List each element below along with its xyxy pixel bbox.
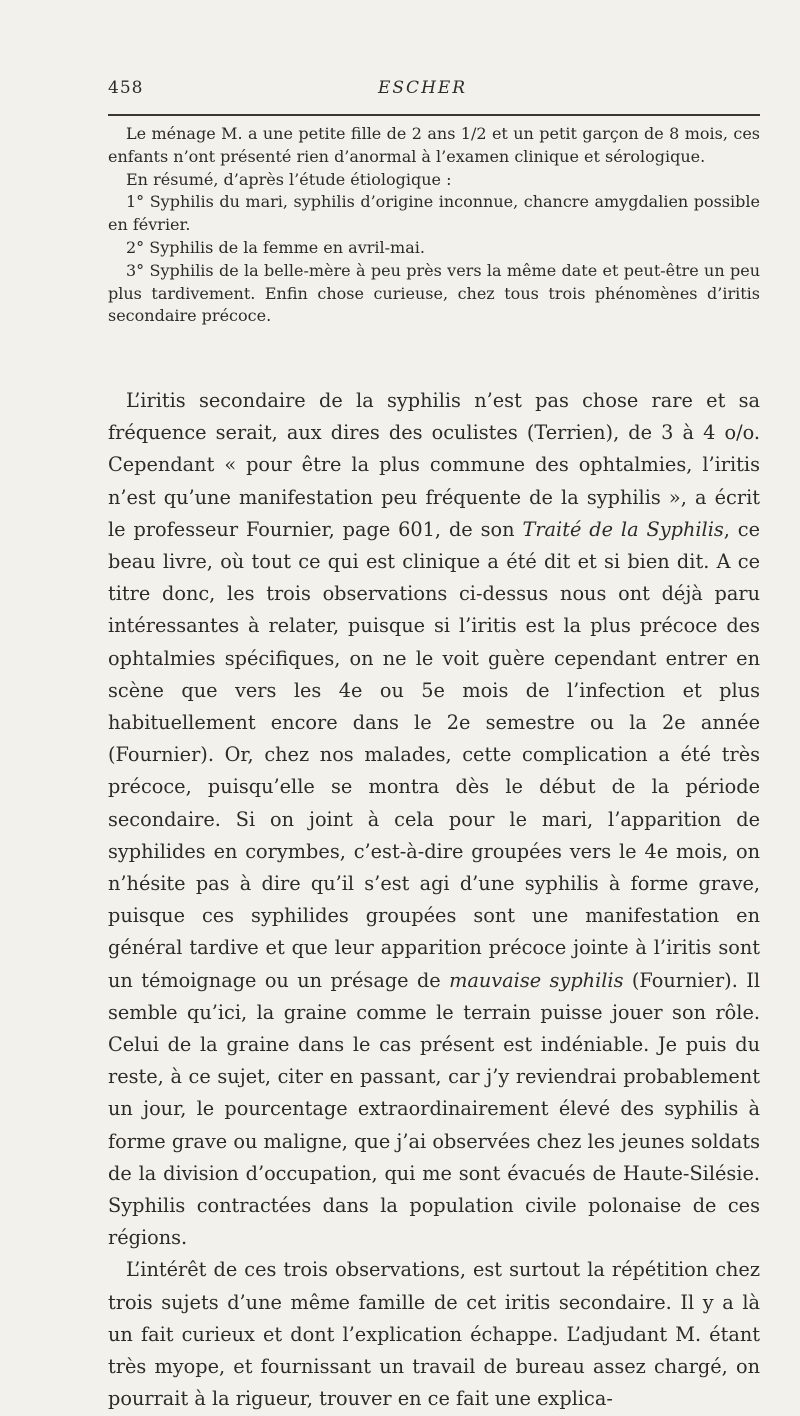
paragraph-1-text-part-3: (Fournier). Il semble qu’ici, la graine comme le terrain puisse jouer son rôle. Celui de la graine dans le cas présent est indéniable. Je puis du reste, à ce sujet, citer en passant, car j’y reviendrai probablement un jour, le pourcentage extraordinairement élevé des syphilis à forme grave ou maligne, que j’ai observées chez les jeunes soldats de la division d’occupation, qui me sont évacués de Haute-Silésie. Syphilis contractées dans la population civile polonaise de ces régions. xyxy=(108,968,760,1250)
summary-item-1: 1° Syphilis du mari, syphilis d’origine inconnue, chancre amygdalien possible en février. xyxy=(108,192,760,235)
main-paragraph-2: L’intérêt de ces trois observations, est surtout la répétition chez trois sujets d’une même famille de cet iritis secondaire. Il y a là un fait curieux et dont l’explication échappe. L’adjudant M. étant très myope, et fournissant un travail de bureau assez chargé, on pourrait à la rigueur, trouver en ce fait une explica- xyxy=(108,1258,760,1411)
summary-paragraph-resume: En résumé, d’après l’étude étiologique : xyxy=(126,169,452,189)
header-rule xyxy=(108,114,760,116)
summary-paragraph-family: Le ménage M. a une petite fille de 2 ans 1/2 et un petit garçon de 8 mois, ces enfants n’ont présenté rien d’anormal à l’examen clinique et sérologique. xyxy=(108,124,760,166)
summary-item-2: 2° Syphilis de la femme en avril-mai. xyxy=(126,237,425,257)
page-number: 458 xyxy=(108,78,144,98)
page-header xyxy=(108,72,760,104)
main-text-block xyxy=(108,385,760,1416)
summary-text-block xyxy=(108,123,760,328)
book-title-italic: Traité de la Syphilis xyxy=(522,517,724,541)
summary-item-3: 3° Syphilis de la belle-mère à peu près vers la même date et peut-être un peu plus tardivement. Enfin chose curieuse, chez tous trois phénomènes d’iritis secondaire précoce. xyxy=(108,260,760,326)
paragraph-1-text-part-1: L’iritis secondaire de la syphilis n’est pas chose rare et sa fréquence serait, aux dires des oculistes (Terrien), de 3 à 4 o/o. Cependant « pour être la plus commune des ophtalmies, l’iritis n’est qu’une manifestation peu fréquente de la syphilis », a écrit le professeur Fournier, page 601, de son xyxy=(108,389,760,541)
running-head: ESCHER xyxy=(378,78,468,98)
main-paragraph-1 xyxy=(108,385,760,1254)
mauvaise-syphilis-italic: mauvaise syphilis xyxy=(449,968,624,992)
paragraph-1-text-part-2: , ce beau livre, où tout ce qui est clinique a été dit et si bien dit. A ce titre donc, les trois observations ci-dessus nous ont déjà paru intéressantes à relater, puisque si l’iritis est la plus précoce des ophtalmies spécifiques, on ne le voit guère cependant entrer en scène que vers les 4e ou 5e mois de l’infection et plus habituellement encore dans le 2e semestre ou la 2e année (Fournier). Or, chez nos malades, cette complication a été très précoce, puisqu’elle se montra dès le début de la période secondaire. Si on joint à cela pour le mari, l’apparition de syphilides en corymbes, c’est-à-dire groupées vers le 4e mois, on n’hésite pas à dire qu’il s’est agi d’une syphilis à forme grave, puisque ces syphilides groupées sont une manifestation en général tardive et que leur apparition précoce jointe à l’iritis sont un témoignage ou un présage de xyxy=(108,517,761,992)
